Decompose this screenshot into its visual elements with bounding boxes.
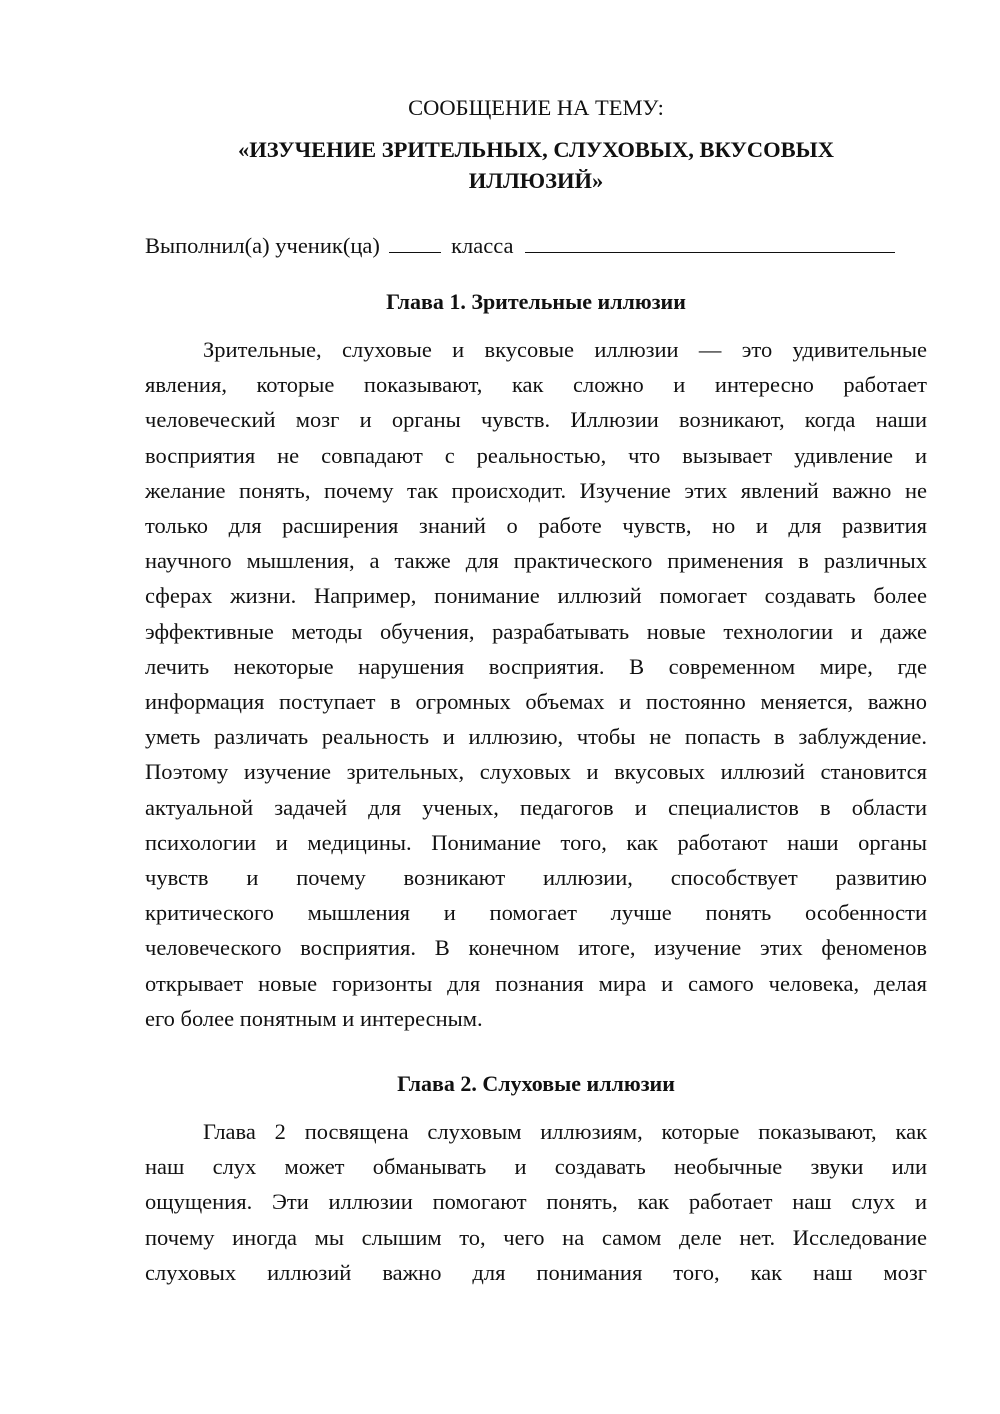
document-title: «ИЗУЧЕНИЕ ЗРИТЕЛЬНЫХ, СЛУХОВЫХ, ВКУСОВЫХ ИЛЛЮЗИЙ»	[238, 137, 834, 193]
author-prefix: Выполнил(а) ученик(ца)	[145, 233, 380, 258]
paragraph-line: эффективные методы обучения, разрабатывать новые технологии и даже	[145, 618, 927, 644]
paragraph-line: Зрительные, слуховые и вкусовые иллюзии — это удивительные	[203, 337, 927, 362]
paragraph-line: человеческого восприятия. В конечном итоге, изучение этих феноменов	[145, 935, 927, 961]
paragraph-line: человеческий мозг и органы чувств. Иллюзии возникают, когда наши	[145, 407, 927, 433]
chapter-1-heading: Глава 1. Зрительные иллюзии	[386, 289, 686, 314]
chapter-2-paragraph	[145, 1114, 927, 1290]
class-blank	[525, 230, 895, 253]
chapter-2-heading: Глава 2. Слуховые иллюзии	[397, 1071, 675, 1097]
paragraph-line: лечить некоторые нарушения восприятия. В современном мире, где	[145, 653, 927, 679]
paragraph-line: его более понятным и интересным.	[145, 1005, 483, 1031]
paragraph-line: почему иногда мы слышим то, чего на самом деле нет. Исследование	[145, 1224, 927, 1250]
paragraph-line: только для расширения знаний о работе чувств, но и для развития	[145, 513, 927, 539]
paragraph-line: наш слух может обманывать и создавать необычные звуки или	[145, 1154, 927, 1180]
class-label: класса	[451, 233, 514, 258]
grade-blank	[389, 230, 441, 253]
paragraph-line: ощущения. Эти иллюзии помогают понять, как работает наш слух и	[145, 1189, 927, 1215]
paragraph-line: Поэтому изучение зрительных, слуховых и вкусовых иллюзий становится	[145, 759, 927, 785]
paragraph-line: явления, которые показывают, как сложно и интересно работает	[145, 372, 927, 398]
paragraph-line: сферах жизни. Например, понимание иллюзий помогает создавать более	[145, 583, 927, 609]
paragraph-line: информация поступает в огромных объемах и постоянно меняется, важно	[145, 689, 927, 715]
document-type: СООБЩЕНИЕ НА ТЕМУ:	[408, 95, 664, 120]
paragraph-line: слуховых иллюзий важно для понимания того, как наш мозг	[145, 1259, 927, 1285]
paragraph-line: желание понять, почему так происходит. Изучение этих явлений важно не	[145, 477, 927, 503]
paragraph-line: открывает новые горизонты для познания мира и самого человека, делая	[145, 970, 927, 996]
document-page	[145, 90, 927, 1290]
paragraph-line: научного мышления, а также для практического применения в различных	[145, 548, 927, 574]
author-line	[145, 228, 927, 264]
paragraph-line: актуальной задачей для ученых, педагогов и специалистов в области	[145, 794, 927, 820]
paragraph-line: Глава 2 посвящена слуховым иллюзиям, которые показывают, как	[203, 1119, 927, 1145]
chapter-1-paragraph	[145, 332, 927, 1036]
paragraph-line: уметь различать реальность и иллюзию, чтобы не попасть в заблуждение.	[145, 724, 927, 750]
paragraph-line: критического мышления и помогает лучше понять особенности	[145, 900, 927, 926]
paragraph-line: психологии и медицины. Понимание того, как работают наши органы	[145, 829, 927, 855]
paragraph-line: чувств и почему возникают иллюзии, способствует развитию	[145, 865, 927, 891]
paragraph-line: восприятия не совпадают с реальностью, что вызывает удивление и	[145, 442, 927, 468]
